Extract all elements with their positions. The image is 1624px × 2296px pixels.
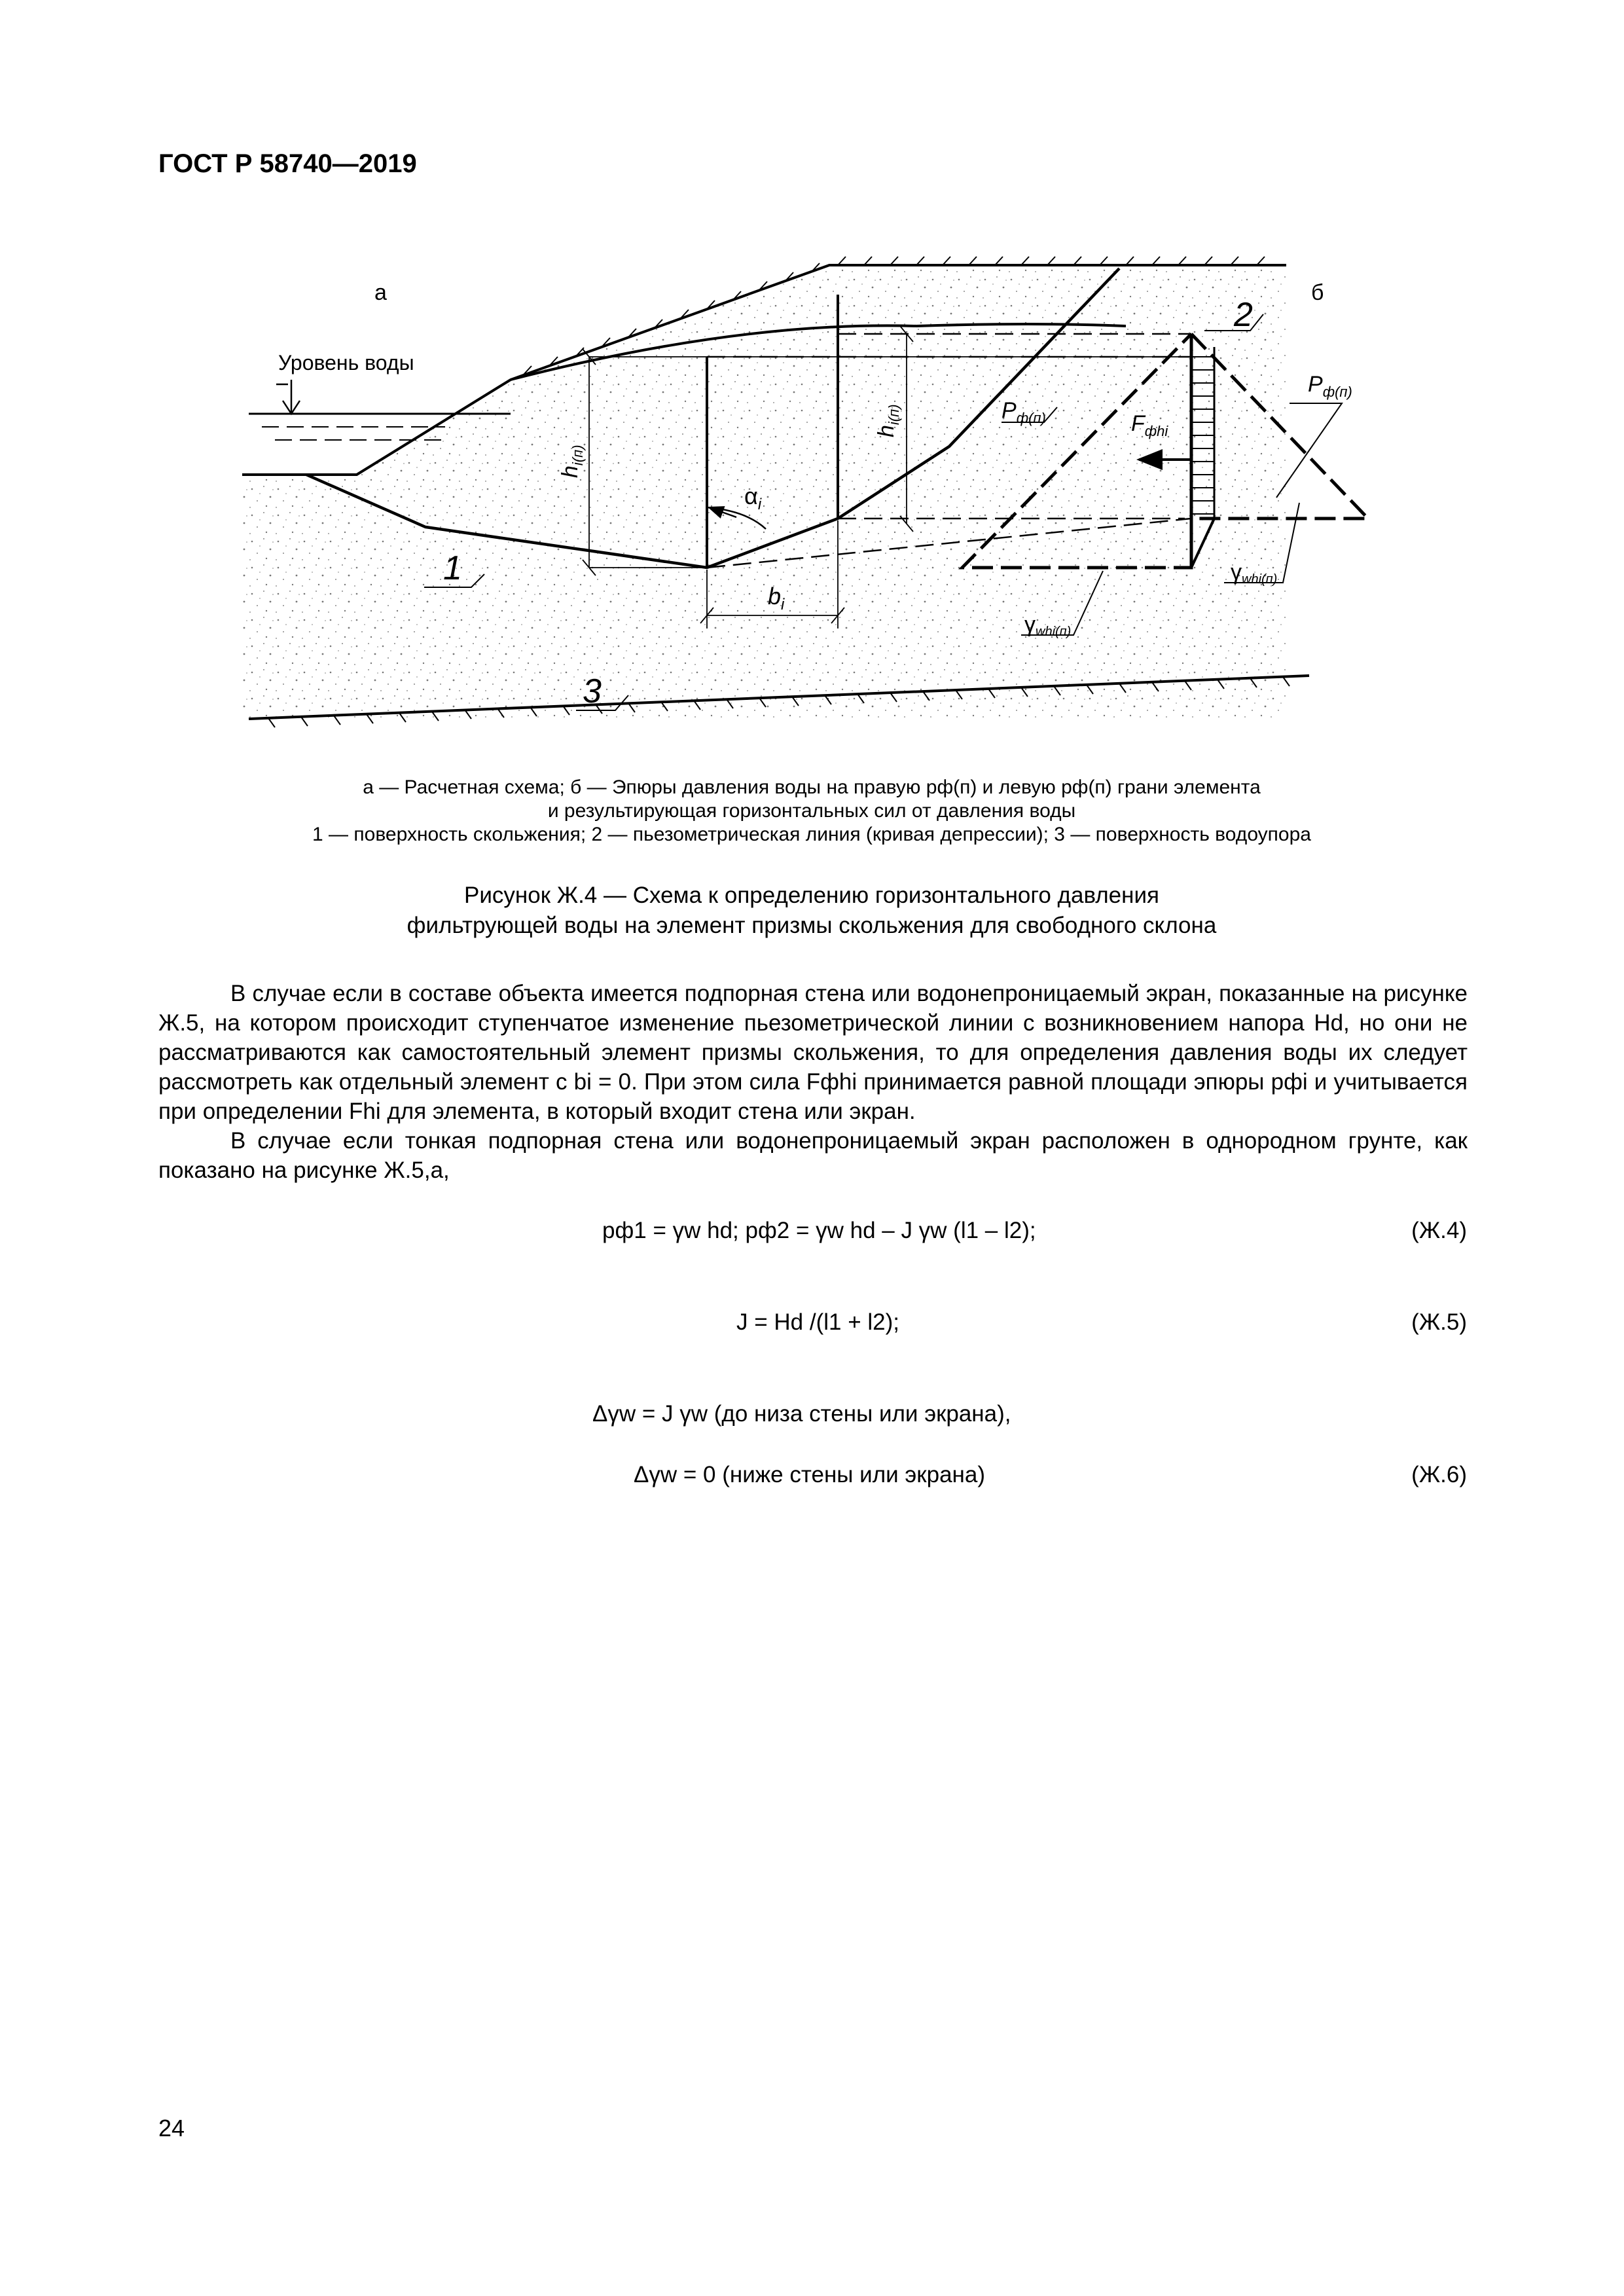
caption-line-1: Рисунок Ж.4 — Схема к определению горизонтального давления bbox=[464, 883, 1159, 908]
h-label-left-sub: i(п) bbox=[569, 445, 586, 466]
b-sub: i bbox=[781, 596, 785, 613]
number-1: 1 bbox=[443, 549, 462, 587]
formula-zh4: pф1 = γw hd; pф2 = γw hd – J γw (l1 – l2); bbox=[602, 1218, 1036, 1243]
formula-zh5: J = Hd /(l1 + l2); bbox=[736, 1309, 899, 1335]
legend-line-2: и результирующая горизонтальных сил от давления воды bbox=[547, 800, 1076, 822]
b-label: $b_i$ bbox=[768, 583, 785, 613]
label-b: б bbox=[1311, 280, 1324, 305]
legend-line-3: 1 — поверхность скольжения; 2 — пьезометрическая линия (кривая депрессии); 3 — поверхность водоупора bbox=[312, 824, 1311, 845]
h-label-left: $h_{i(п)}$ bbox=[558, 445, 586, 478]
gamma-lower-sub: whi(п) bbox=[1036, 625, 1072, 639]
number-2: 2 bbox=[1234, 296, 1253, 334]
paragraph-1: В случае если в составе объекта имеется подпорная стена или водонепроницаемый экран, показанные на рисунке Ж.5, на котором происходит ступенчатое изменение пьезометрической линии с возникновением напора Hd, но они не рассматриваются как самостоятельный элемент призмы скольжения, то для определения давления воды их следует рассмотреть как отдельный элемент с bi = 0. При этом сила Fфhi принимается равной площади эпюры pфi и учитывается при определении Fhi для элемента, в который входит стена или экран. bbox=[158, 981, 1468, 1124]
number-3: 3 bbox=[583, 672, 602, 710]
h-label-right-sub: i(п) bbox=[886, 404, 902, 426]
formula-zh6-b: Δγw = 0 (ниже стены или экрана) bbox=[634, 1462, 985, 1487]
label-a: а bbox=[374, 280, 387, 305]
gamma-lower-label: γwhi(п) bbox=[1024, 612, 1072, 639]
water-level-marker-icon bbox=[276, 380, 300, 414]
formula-zh5-number: (Ж.5) bbox=[1411, 1309, 1467, 1335]
body-text bbox=[158, 979, 1468, 1185]
paragraph-2: В случае если тонкая подпорная стена или водонепроницаемый экран расположен в однородном грунте, как показано на рисунке Ж.5,а, bbox=[158, 1128, 1468, 1183]
p-phi-inner-label: $P_{ф(п)}$ bbox=[1001, 398, 1046, 426]
legend-line-1: а — Расчетная схема; б — Эпюры давления воды на правую pф(п) и левую pф(п) грани элемента bbox=[363, 776, 1261, 798]
f-sub: фhi bbox=[1144, 423, 1168, 439]
caption-line-2: фильтрующей воды на элемент призмы скольжения для свободного склона bbox=[406, 913, 1217, 938]
h-label-right: $h_{i(п)}$ bbox=[874, 404, 902, 437]
formula-zh6-a: Δγw = J γw (до низа стены или экрана), bbox=[592, 1401, 1011, 1427]
figure-legend bbox=[157, 776, 1466, 847]
water-level-label: Уровень воды bbox=[278, 351, 414, 374]
alpha-label: $\alpha_i$ bbox=[744, 483, 762, 513]
p-phi-inner-sub: ф(п) bbox=[1016, 410, 1046, 426]
formula-zh4-number: (Ж.4) bbox=[1411, 1218, 1467, 1243]
page-number: 24 bbox=[158, 2115, 185, 2141]
f-label: $F_{фhi}$ bbox=[1131, 411, 1168, 439]
gamma-upper-sub: whi(п) bbox=[1242, 572, 1278, 587]
alpha-sub: i bbox=[757, 496, 762, 513]
formula-zh6-number: (Ж.6) bbox=[1411, 1462, 1467, 1487]
slope-scheme-figure bbox=[249, 249, 1352, 733]
document-header: ГОСТ Р 58740—2019 bbox=[158, 149, 417, 178]
gamma-upper-label: γwhi(п) bbox=[1231, 560, 1278, 587]
p-phi-outer-sub: ф(п) bbox=[1322, 384, 1352, 400]
p-phi-outer-label: $P_{ф(п)}$ bbox=[1308, 372, 1352, 400]
figure-caption bbox=[157, 881, 1466, 941]
